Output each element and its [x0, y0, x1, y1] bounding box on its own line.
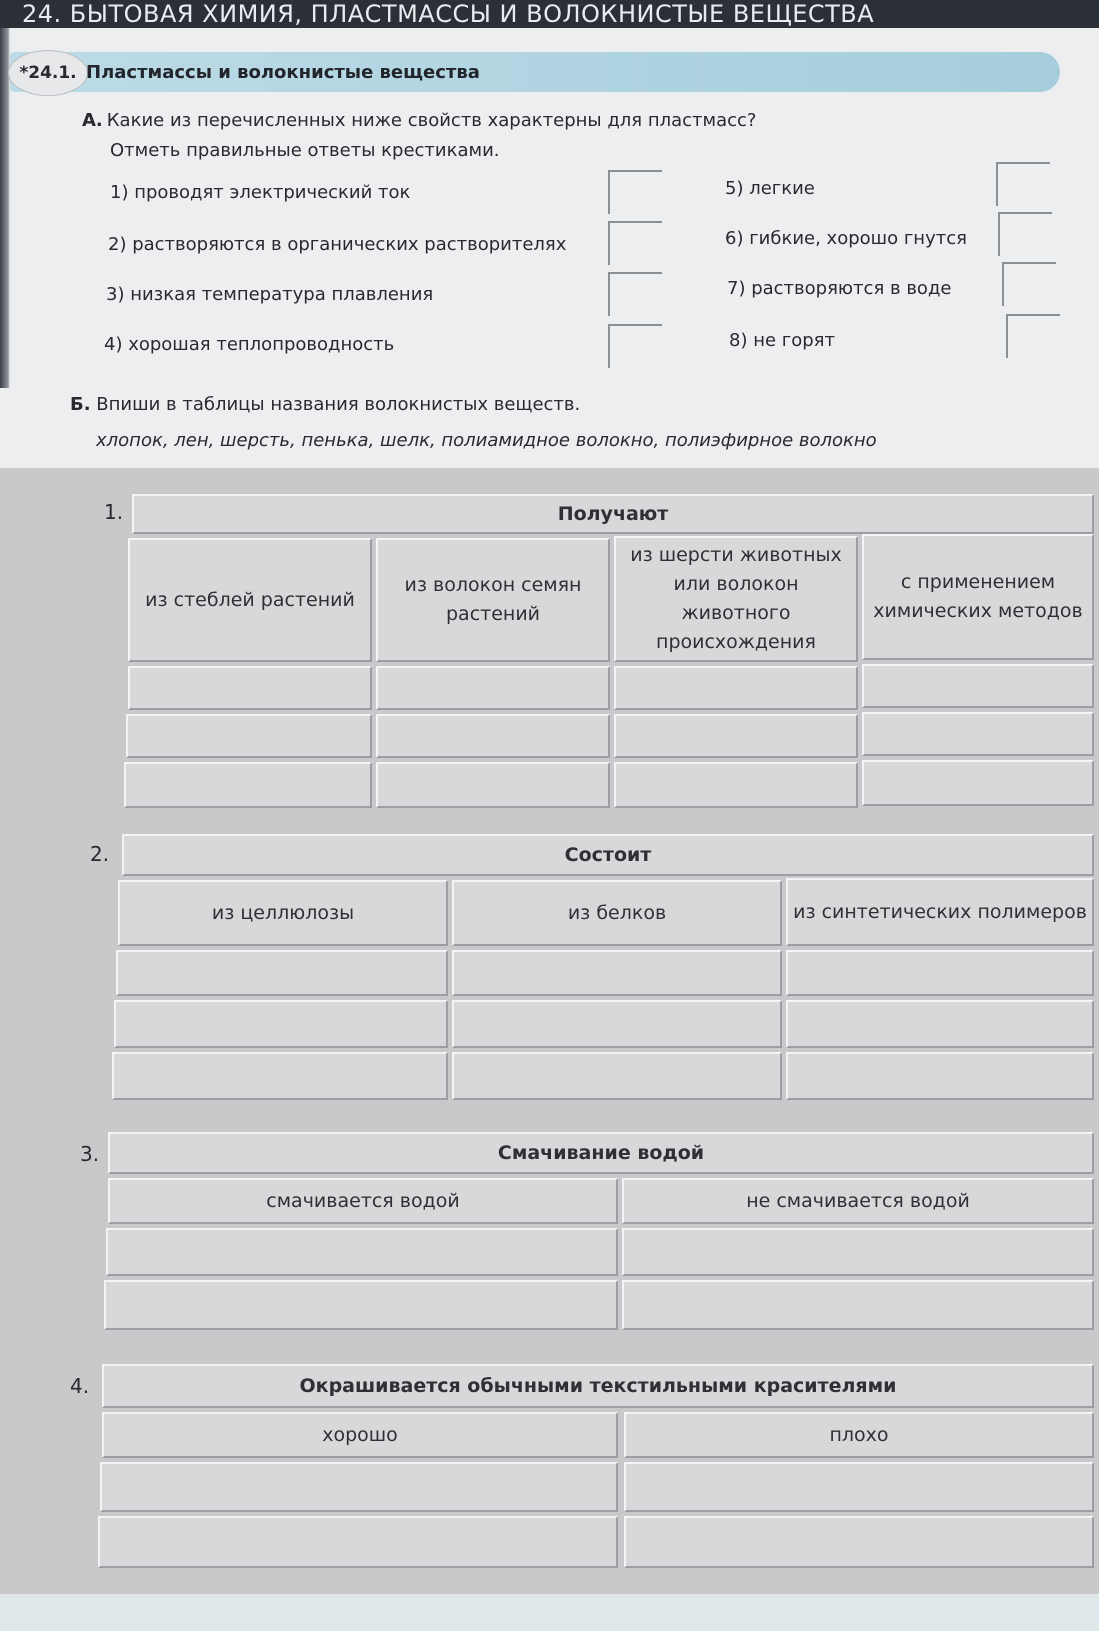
table-1-answer-cell[interactable] [862, 664, 1094, 708]
answer-checkbox[interactable] [1006, 314, 1060, 358]
table-1-answer-cell[interactable] [124, 762, 372, 808]
table-1-answer-cell[interactable] [614, 714, 858, 758]
part-a-question [82, 110, 756, 131]
answer-checkbox[interactable] [996, 162, 1050, 206]
table-2-answer-cell[interactable] [786, 950, 1094, 996]
table-1-answer-cell[interactable] [376, 714, 610, 758]
property-item: 2) растворяются в органических растворителях [108, 234, 567, 255]
table-2-answer-cell[interactable] [114, 1000, 448, 1048]
table-2-column-header: из белков [452, 880, 782, 946]
part-b-instruction-text: Впиши в таблицы названия волокнистых веществ. [96, 394, 581, 415]
table-2-column-header: из целлюлозы [118, 880, 448, 946]
page-bottom-strip [0, 1594, 1099, 1631]
part-b-label: Б. [70, 394, 91, 415]
table-3-answer-cell[interactable] [104, 1280, 618, 1330]
table-1-answer-cell[interactable] [862, 760, 1094, 806]
chapter-title: 24. БЫТОВАЯ ХИМИЯ, ПЛАСТМАССЫ И ВОЛОКНИСТЫЕ ВЕЩЕСТВА [22, 0, 875, 28]
table-2-answer-cell[interactable] [112, 1052, 448, 1100]
answer-checkbox[interactable] [998, 212, 1052, 256]
table-4-column-header: хорошо [102, 1412, 618, 1458]
section-title: Пластмассы и волокнистые вещества [86, 62, 480, 83]
property-item: 5) легкие [725, 178, 815, 199]
table-1-answer-cell[interactable] [376, 666, 610, 710]
page-edge-shadow [0, 28, 10, 388]
answer-checkbox[interactable] [608, 324, 662, 368]
table-number: 2. [90, 842, 110, 866]
table-3-header: Смачивание водой [108, 1132, 1094, 1174]
table-3-answer-cell[interactable] [622, 1228, 1094, 1276]
fiber-word-list: хлопок, лен, шерсть, пенька, шелк, полиамидное волокно, полиэфирное волокно [96, 430, 877, 451]
part-a-question-text: Какие из перечисленных ниже свойств характерны для пластмасс? [106, 110, 757, 131]
table-1-answer-cell[interactable] [126, 714, 372, 758]
part-a-label: А. [82, 110, 103, 131]
table-4-answer-cell[interactable] [98, 1516, 618, 1568]
table-1-column-header: из стеблей растений [128, 538, 372, 662]
table-number: 4. [70, 1374, 90, 1398]
table-3-column-header: смачивается водой [108, 1178, 618, 1224]
table-2-header: Состоит [122, 834, 1094, 876]
property-item: 6) гибкие, хорошо гнутся [725, 228, 967, 249]
table-2-answer-cell[interactable] [786, 1052, 1094, 1100]
table-1-column-header: из шерсти животных или волокон животного происхождения [614, 536, 858, 662]
table-3-column-header: не смачивается водой [622, 1178, 1094, 1224]
answer-checkbox[interactable] [608, 272, 662, 316]
table-2-answer-cell[interactable] [116, 950, 448, 996]
part-b-instruction [70, 394, 580, 415]
table-4-answer-cell[interactable] [100, 1462, 618, 1512]
table-1-column-header: с применением химических методов [862, 534, 1094, 660]
answer-checkbox[interactable] [608, 170, 662, 214]
table-1-answer-cell[interactable] [614, 762, 858, 808]
table-4-answer-cell[interactable] [624, 1516, 1094, 1568]
table-4-answer-cell[interactable] [624, 1462, 1094, 1512]
chapter-title-bar [0, 0, 1099, 28]
property-item: 1) проводят электрический ток [110, 182, 411, 203]
table-4-header: Окрашивается обычными текстильными красителями [102, 1364, 1094, 1408]
table-1-answer-cell[interactable] [862, 712, 1094, 756]
table-number: 1. [104, 500, 124, 524]
property-item: 4) хорошая теплопроводность [104, 334, 395, 355]
answer-checkbox[interactable] [608, 221, 662, 265]
table-2-answer-cell[interactable] [452, 1000, 782, 1048]
table-1-header: Получают [132, 494, 1094, 534]
table-2-answer-cell[interactable] [452, 950, 782, 996]
part-a-instruction: Отметь правильные ответы крестиками. [110, 140, 500, 161]
table-2-column-header: из синтетических полимеров [786, 878, 1094, 946]
table-3-answer-cell[interactable] [622, 1280, 1094, 1330]
table-1-answer-cell[interactable] [614, 666, 858, 710]
section-number: *24.1. [8, 50, 88, 96]
table-1-answer-cell[interactable] [128, 666, 372, 710]
table-3-answer-cell[interactable] [106, 1228, 618, 1276]
table-2-answer-cell[interactable] [786, 1000, 1094, 1048]
table-1-answer-cell[interactable] [376, 762, 610, 808]
property-item: 8) не горят [729, 330, 835, 351]
table-1-column-header: из волокон семян растений [376, 538, 610, 662]
table-2-answer-cell[interactable] [452, 1052, 782, 1100]
property-item: 7) растворяются в воде [727, 278, 952, 299]
table-4-column-header: плохо [624, 1412, 1094, 1458]
answer-checkbox[interactable] [1002, 262, 1056, 306]
table-number: 3. [80, 1142, 100, 1166]
property-item: 3) низкая температура плавления [106, 284, 434, 305]
